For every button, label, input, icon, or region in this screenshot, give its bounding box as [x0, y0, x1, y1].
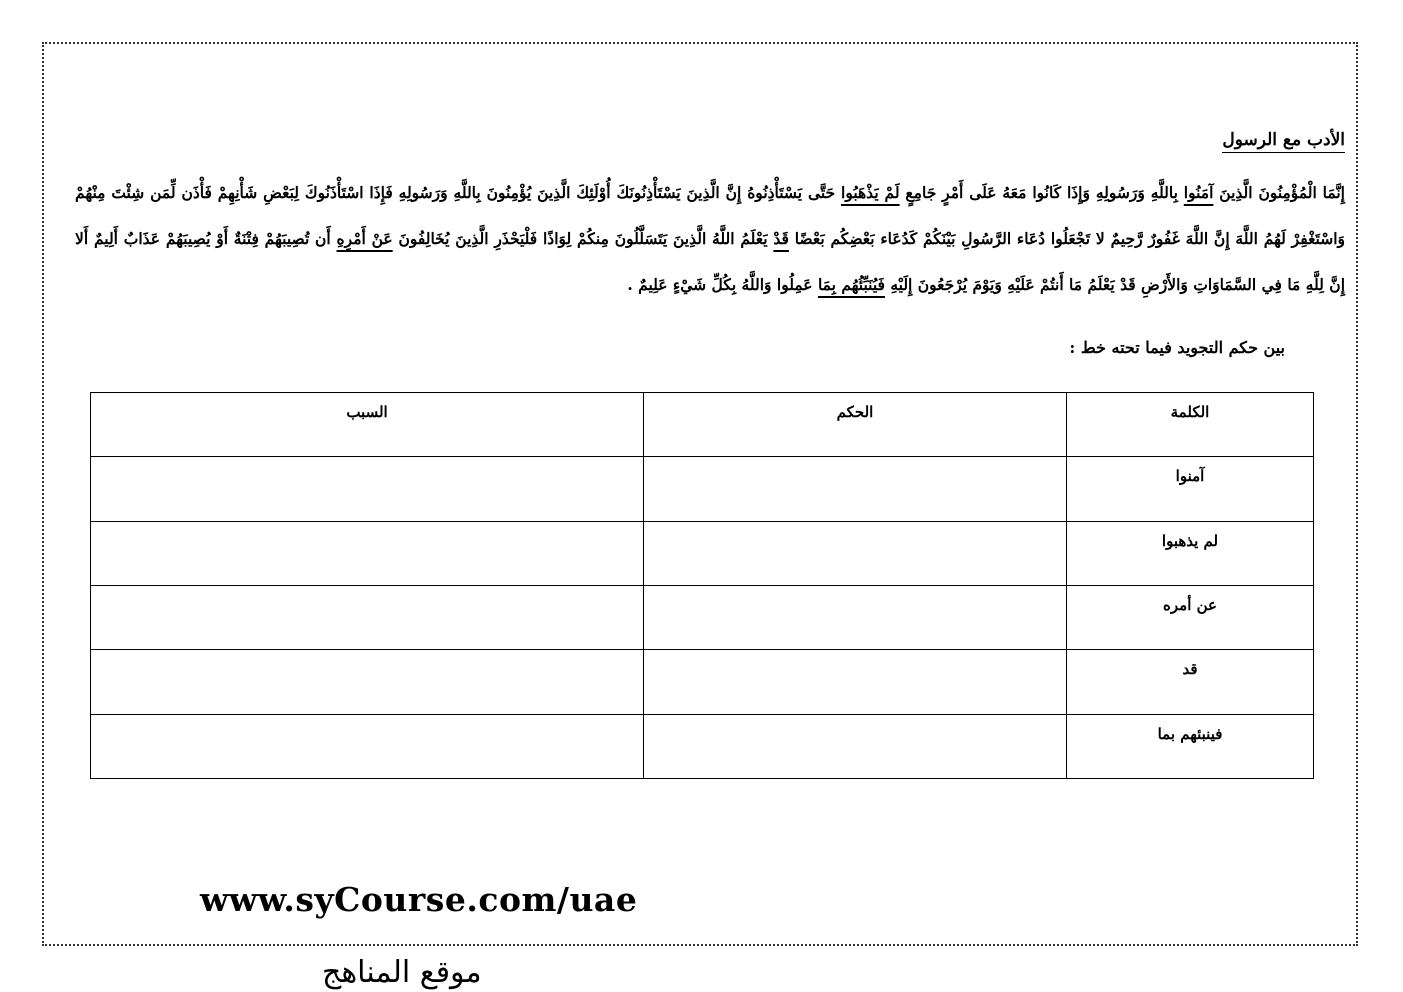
cell-rule[interactable]	[644, 585, 1067, 649]
cell-word: لم يذهبوا	[1067, 521, 1314, 585]
quran-verse	[75, 170, 1345, 308]
verse-segment: يَعْلَمُ اللَّهُ الَّذِينَ يَتَسَلَّلُونَ مِنكُمْ لِوَاذًا فَلْيَحْذَرِ الَّذِينَ يُخَالِفُونَ	[392, 229, 774, 248]
verse-segment: بِاللَّهِ وَرَسُولِهِ وَإِذَا كَانُوا مَعَهُ عَلَى أَمْرٍ جَامِعٍ	[899, 183, 1184, 202]
underlined-word: لَمْ يَذْهَبُوا	[841, 183, 900, 202]
cell-word: عن أمره	[1067, 585, 1314, 649]
website-url[interactable]: www.syCourse.com/uae	[200, 880, 638, 919]
cell-reason[interactable]	[91, 714, 644, 778]
cell-rule[interactable]	[644, 457, 1067, 521]
instruction-text: بين حكم التجويد فيما تحته خط :	[1069, 338, 1285, 357]
cell-rule[interactable]	[644, 714, 1067, 778]
verse-segment: عَمِلُوا وَاللَّهُ بِكُلِّ شَيْءٍ عَلِيمٌ .	[627, 275, 818, 294]
cell-word: فينبئهم بما	[1067, 714, 1314, 778]
cell-rule[interactable]	[644, 650, 1067, 714]
header-rule: الحكم	[644, 393, 1067, 457]
verse-segment: أَن تُصِيبَهُمْ فِتْنَةٌ أَوْ يُصِيبَهُمْ عَذَابٌ أَلِيمٌ أَلا إِنَّ لِلَّهِ مَا فِي السَّمَاوَاتِ وَالأَرْضِ قَدْ يَعْلَمُ مَا أَنتُمْ عَلَيْهِ وَيَوْمَ يُرْجَعُونَ إِلَيْهِ	[75, 229, 1345, 294]
table-row	[91, 521, 1314, 585]
underlined-word: عَنْ أَمْرِهِ	[336, 229, 393, 248]
table-row	[91, 714, 1314, 778]
table-row	[91, 585, 1314, 649]
table-row	[91, 650, 1314, 714]
cell-reason[interactable]	[91, 457, 644, 521]
cell-word: قد	[1067, 650, 1314, 714]
underlined-word: آمَنُوا	[1183, 183, 1214, 202]
cell-reason[interactable]	[91, 521, 644, 585]
cell-reason[interactable]	[91, 585, 644, 649]
cell-reason[interactable]	[91, 650, 644, 714]
site-name: موقع المناهج	[322, 955, 482, 990]
worksheet-title: الأدب مع الرسول	[1222, 130, 1345, 153]
tajweed-table	[90, 392, 1314, 779]
table-row	[91, 457, 1314, 521]
underlined-word: قَدْ	[773, 229, 789, 248]
underlined-word: فَيُنَبِّئُهُم بِمَا	[817, 275, 885, 294]
verse-segment: حَتَّى يَسْتَأْذِنُوهُ إِنَّ الَّذِينَ يَسْتَأْذِنُونَكَ أُوْلَئِكَ الَّذِينَ يُؤْمِنُونَ بِاللَّهِ وَرَسُولِهِ فَإِذَا اسْتَأْذَنُوكَ لِبَعْضِ شَأْنِهِمْ فَأْذَن لِّمَن شِئْتَ مِنْهُمْ وَاسْتَغْفِرْ لَهُمُ اللَّهَ إِنَّ اللَّهَ غَفُورٌ رَّحِيمٌ لا تَجْعَلُوا دُعَاء الرَّسُولِ بَيْنَكُمْ كَدُعَاء بَعْضِكُم بَعْضًا	[75, 183, 1345, 248]
table-header-row	[91, 393, 1314, 457]
cell-rule[interactable]	[644, 521, 1067, 585]
header-reason: السبب	[91, 393, 644, 457]
header-word: الكلمة	[1067, 393, 1314, 457]
cell-word: آمنوا	[1067, 457, 1314, 521]
verse-segment: إِنَّمَا الْمُؤْمِنُونَ الَّذِينَ	[1213, 183, 1345, 202]
